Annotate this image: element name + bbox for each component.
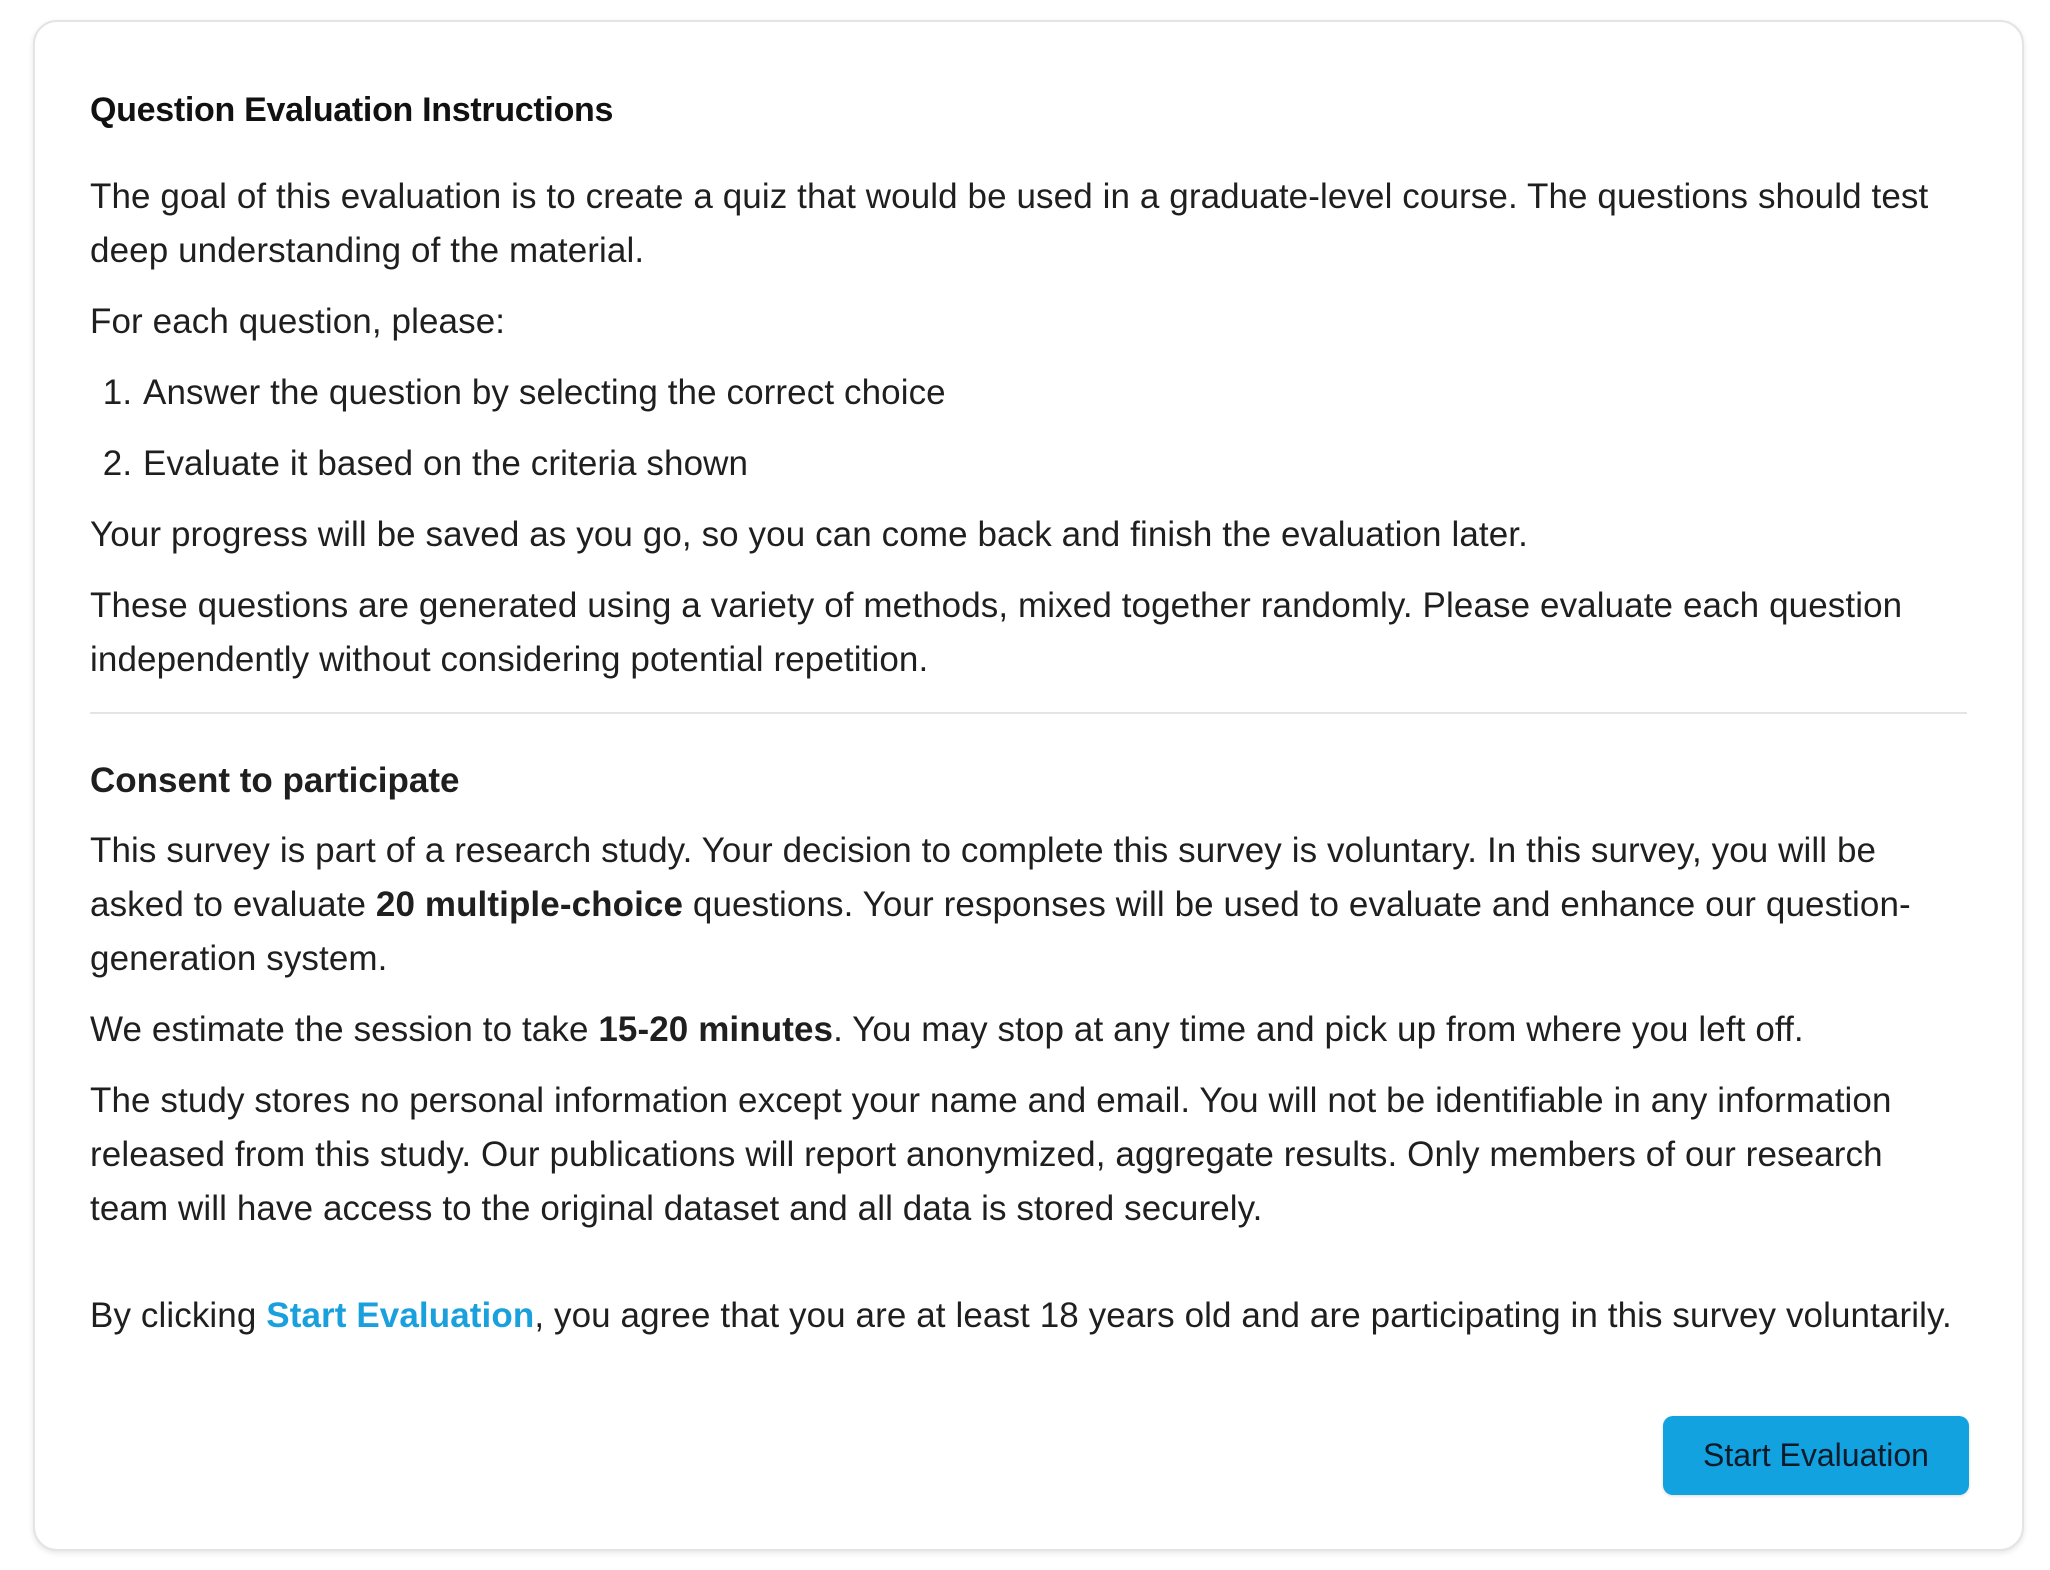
action-row xyxy=(1663,1416,1969,1495)
session-duration: 15-20 minutes xyxy=(598,1010,834,1049)
instructions-card xyxy=(33,20,2024,1551)
consent-paragraph-2 xyxy=(90,1003,1967,1057)
question-count: 20 multiple-choice xyxy=(375,885,684,924)
start-evaluation-link[interactable]: Start Evaluation xyxy=(266,1296,535,1335)
methods-note: These questions are generated using a variety of methods, mixed together randomly. Please evaluate each question independently without considering potential repetition. xyxy=(90,586,1903,679)
instructions-title: Question Evaluation Instructions xyxy=(90,91,614,129)
consent-paragraph-1 xyxy=(90,824,1967,986)
start-evaluation-button[interactable]: Start Evaluation xyxy=(1663,1416,1969,1495)
step-item: 2. Evaluate it based on the criteria shown xyxy=(142,437,1967,491)
section-divider xyxy=(90,712,1967,714)
consent-p4-text: By clicking xyxy=(90,1296,267,1335)
goal-paragraph: The goal of this evaluation is to create a quiz that would be used in a graduate-level course. The questions should test deep understanding of the material. xyxy=(90,177,1929,270)
spacer xyxy=(90,1253,1967,1289)
consent-p1-text-end: questions. Your responses will be used to evaluate and enhance our question-generation system. xyxy=(90,885,1911,978)
consent-p1-text: This survey is part of a research study. Your decision to complete this survey is voluntary. In this survey, you will be asked to evaluate xyxy=(90,831,1877,924)
consent-paragraph-4 xyxy=(90,1289,1967,1343)
consent-paragraph-3: The study stores no personal information except your name and email. You will not be identifiable in any information released from this study. Our publications will report anonymized, aggregate results. Only members of our research team will have access to the original dataset and all data is stored securely. xyxy=(90,1081,1892,1228)
steps-list xyxy=(90,366,1967,491)
consent-title: Consent to participate xyxy=(90,761,460,800)
step-item: 1. Answer the question by selecting the correct choice xyxy=(142,366,1967,420)
consent-p2-text-end: . You may stop at any time and pick up from where you left off. xyxy=(833,1010,1804,1049)
consent-p2-text: We estimate the session to take xyxy=(90,1010,599,1049)
progress-note: Your progress will be saved as you go, so you can come back and finish the evaluation later. xyxy=(90,515,1528,554)
consent-p4-text-end: , you agree that you are at least 18 years old and are participating in this survey voluntarily. xyxy=(534,1296,1952,1335)
for-each-paragraph: For each question, please: xyxy=(90,302,506,341)
